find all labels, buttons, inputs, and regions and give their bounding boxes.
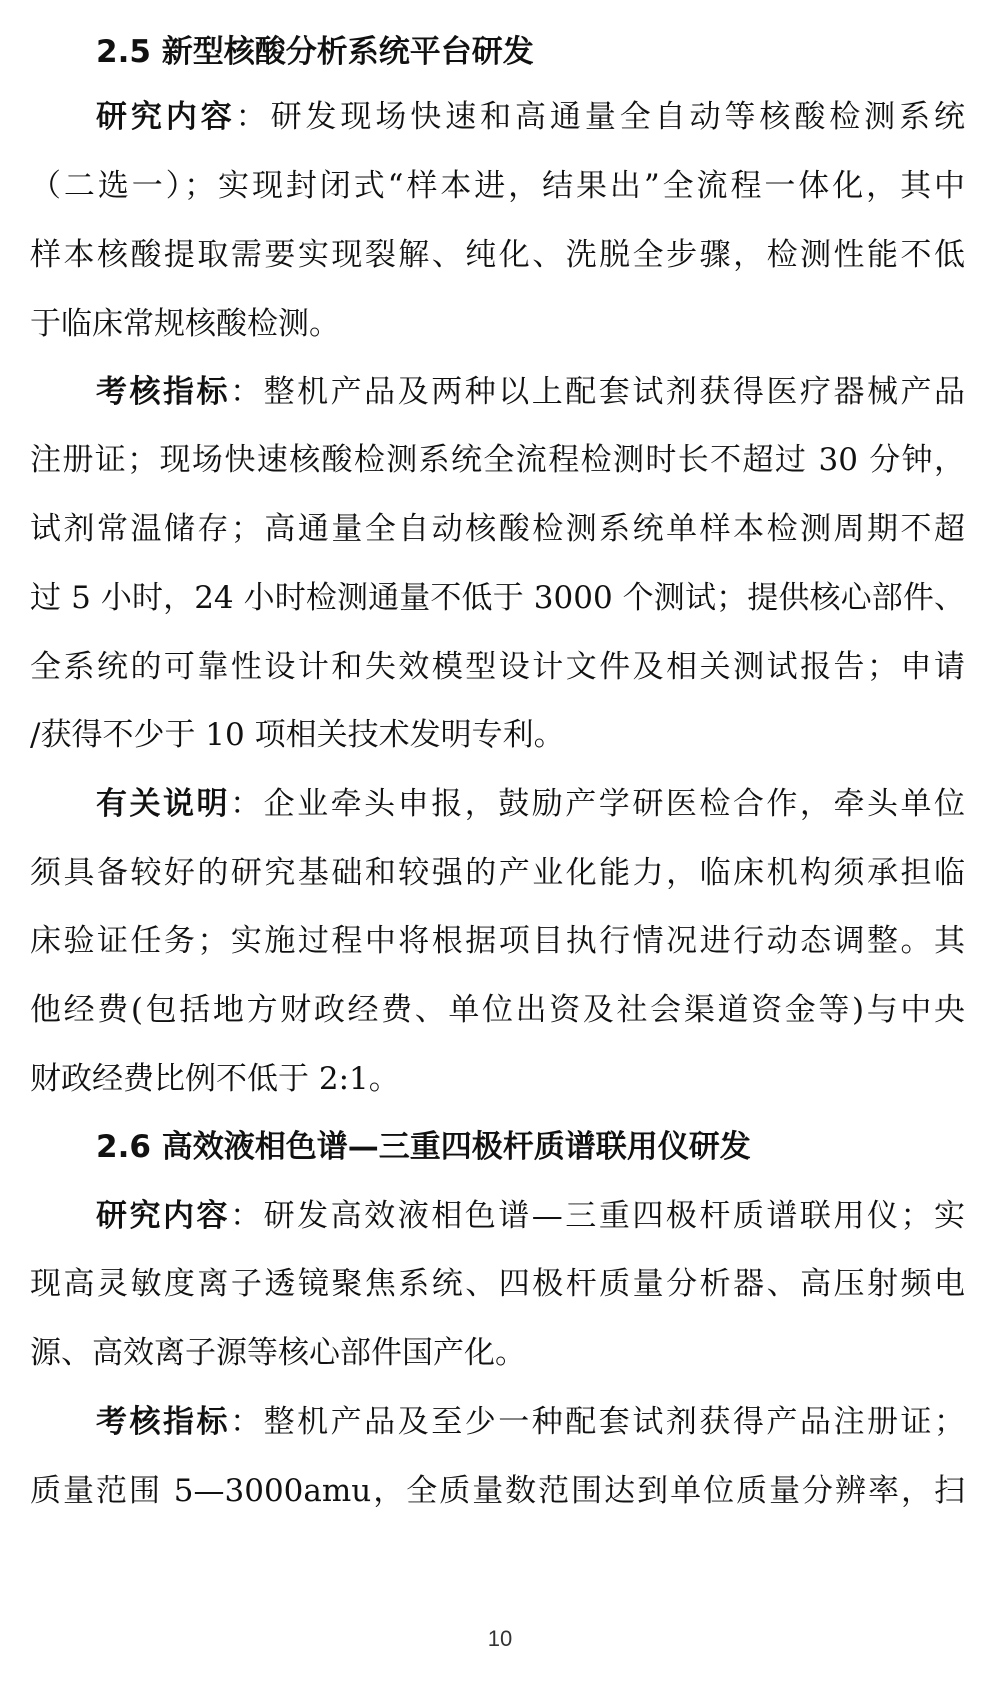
paragraph-lead: 研究内容 — [96, 99, 236, 135]
text-span: ：研发高效液相色谱—三重四极杆质谱联用仪；实 — [230, 1198, 966, 1234]
section-heading: 2.5 新型核酸分析系统平台研发 — [96, 34, 534, 70]
paragraph-line: 质量范围 5—3000amu，全质量数范围达到单位质量分辨率，扫 — [30, 1473, 965, 1509]
paragraph-line — [96, 1402, 965, 1442]
paragraph-line — [96, 1196, 965, 1236]
paragraph-line — [96, 372, 965, 412]
paragraph-line: 源、高效离子源等核心部件国产化。 — [30, 1335, 526, 1371]
paragraph-line: 须具备较好的研究基础和较强的产业化能力，临床机构须承担临 — [30, 855, 965, 891]
paragraph-lead: 考核指标 — [96, 374, 231, 410]
paragraph-line: 床验证任务；实施过程中将根据项目执行情况进行动态调整。其 — [30, 923, 965, 959]
paragraph-line — [96, 784, 965, 824]
paragraph-line: 他经费(包括地方财政经费、单位出资及社会渠道资金等)与中央 — [30, 992, 965, 1028]
paragraph-line: （二选一）；实现封闭式“样本进，结果出”全流程一体化，其中 — [30, 168, 965, 204]
paragraph-line: 注册证；现场快速核酸检测系统全流程检测时长不超过 30 分钟， — [30, 442, 965, 478]
paragraph-lead: 考核指标 — [96, 1404, 231, 1440]
paragraph-line: 全系统的可靠性设计和失效模型设计文件及相关测试报告；申请 — [30, 649, 965, 685]
paragraph-line: 于临床常规核酸检测。 — [30, 306, 340, 342]
paragraph-line: 样本核酸提取需要实现裂解、纯化、洗脱全步骤，检测性能不低 — [30, 237, 965, 273]
section-heading: 2.6 高效液相色谱—三重四极杆质谱联用仪研发 — [96, 1129, 751, 1165]
paragraph-line — [96, 97, 965, 137]
paragraph-line: 财政经费比例不低于 2:1。 — [30, 1061, 400, 1097]
paragraph-line: 过 5 小时，24 小时检测通量不低于 3000 个测试；提供核心部件、 — [30, 580, 965, 616]
page-number: 10 — [487, 1626, 513, 1651]
paragraph-line: 试剂常温储存；高通量全自动核酸检测系统单样本检测周期不超 — [30, 511, 965, 547]
paragraph-line: /获得不少于 10 项相关技术发明专利。 — [30, 717, 565, 753]
text-span: ：整机产品及两种以上配套试剂获得医疗器械产品 — [230, 374, 966, 410]
text-span: ：企业牵头申报，鼓励产学研医检合作，牵头单位 — [230, 786, 966, 822]
text-span: ：研发现场快速和高通量全自动等核酸检测系统 — [235, 99, 966, 135]
text-span: ：整机产品及至少一种配套试剂获得产品注册证； — [230, 1404, 966, 1440]
paragraph-lead: 有关说明 — [96, 786, 231, 822]
paragraph-line: 现高灵敏度离子透镜聚焦系统、四极杆质量分析器、高压射频电 — [30, 1266, 965, 1302]
paragraph-lead: 研究内容 — [96, 1198, 231, 1234]
